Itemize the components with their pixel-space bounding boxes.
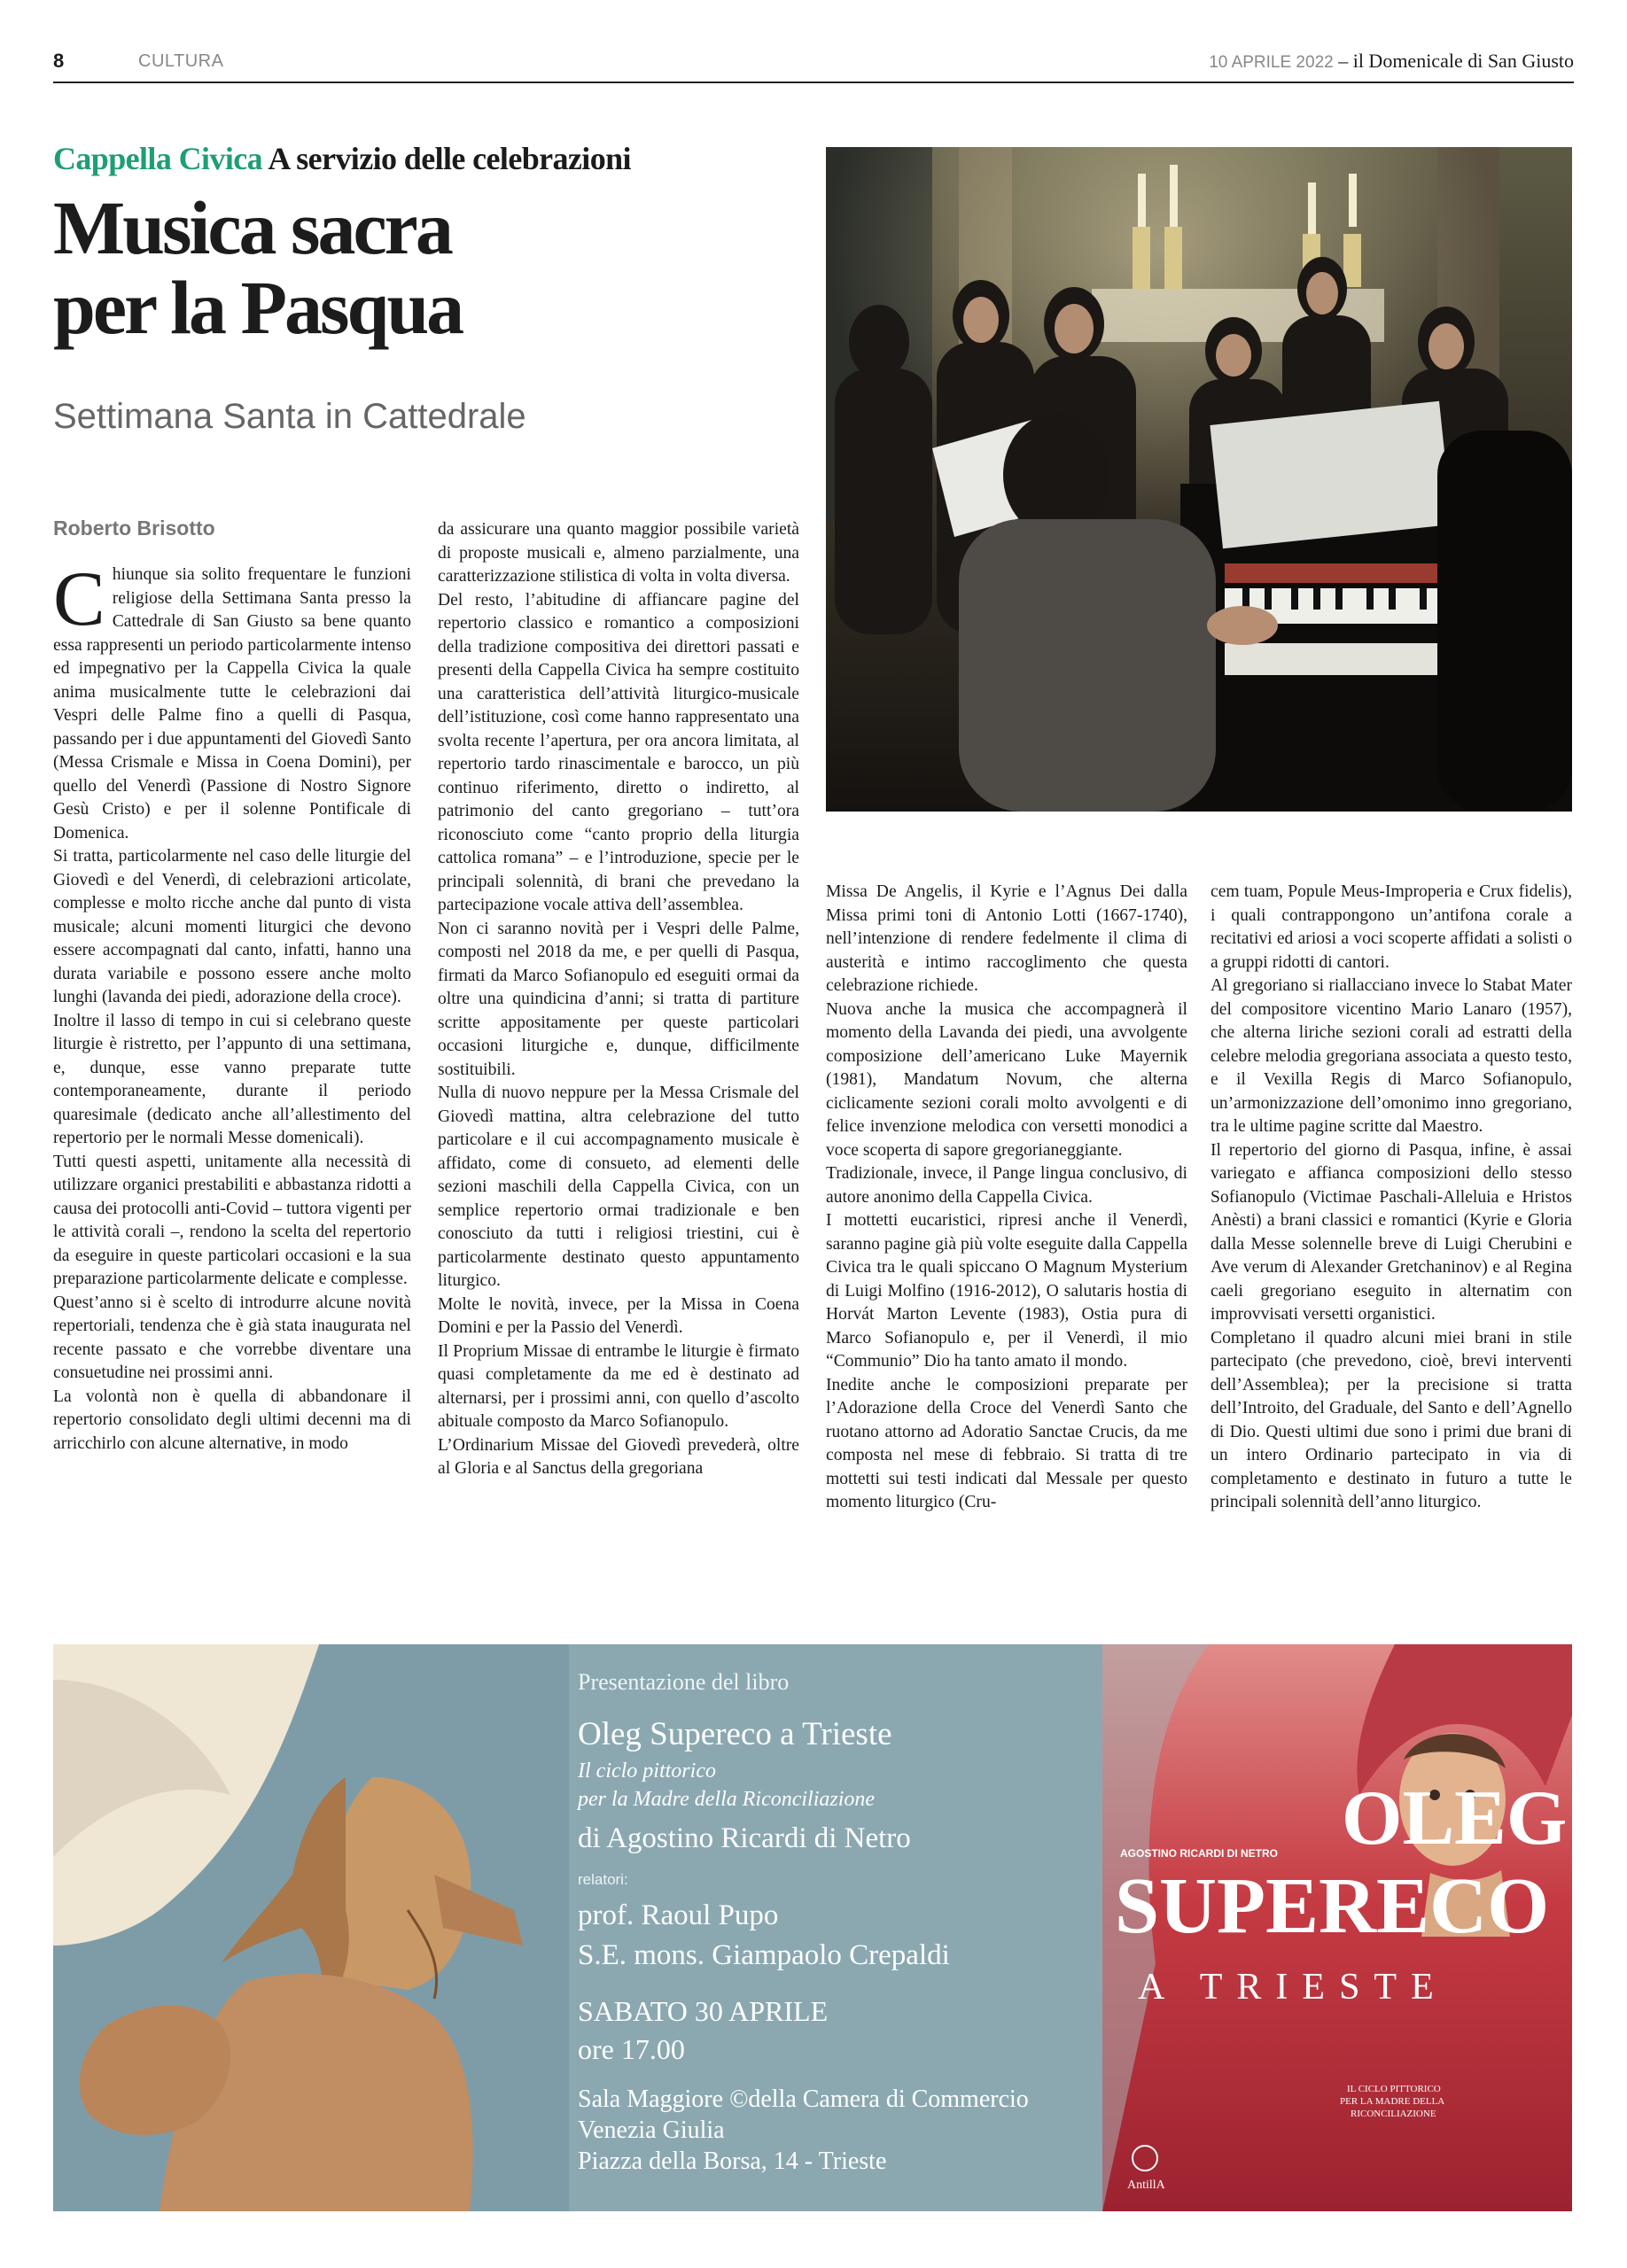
kicker-text: A servizio delle celebrazioni — [262, 141, 631, 176]
cover-title-1: OLEG — [1342, 1775, 1568, 1861]
event-date: SABATO 30 APRILE — [578, 1995, 829, 2027]
cover-sub-1: IL CICLO PITTORICO — [1347, 2084, 1441, 2094]
event-details — [578, 1669, 1163, 2177]
paragraph: Completano il quadro alcuni miei brani in stile partecipato (che prevedono, cioè, brevi interventi dell’Assemblea); per la precisione si tratta dell’Introito, del Graduale, del Santo e dell’Agnello di Dio. Questi ultimi due sono i primi due brani di un intero Ordinario partecipato in via di completamento e destinato in futuro a tutte le principali solennità dell’anno liturgico. — [1211, 1328, 1572, 1511]
paragraph: Si tratta, particolarmente nel caso delle liturgie del Giovedì e del Venerdì, di celebrazioni articolate, complesse e molto ricche anche dal punto di vista musicale; alcuni momenti liturgici che devono essere accompagnati dal canto, infatti, hanno una durata variabile e possono essere anche molto lunghi (lavanda dei piedi, adorazione della croce). — [53, 847, 411, 1006]
speaker-1: prof. Raoul Pupo — [578, 1899, 779, 1931]
page-number: 8 — [53, 50, 65, 72]
book-title: Oleg Supereco a Trieste — [578, 1716, 892, 1752]
article-column-1 — [53, 556, 411, 1456]
book-subtitle-line-2: per la Madre della Riconciliazione — [578, 1788, 876, 1811]
angel-painting — [53, 1644, 569, 2211]
page-header — [53, 46, 1574, 83]
paragraph: Il repertorio del giorno di Pasqua, infine, è assai variegato e affianca composizioni dello stesso Sofianopulo (Victimae Paschali-Alleluia e Hristos Anèsti) a brani classici e romantici (Kyrie e Gloria dalla Messe solennelle breve di Luigi Cherubini e Ave verum di Alexander Gretchaninov) e al Regina caeli gregoriano eseguito in alternatim con improvvisati versetti organistici. — [1211, 1140, 1572, 1324]
cover-author: AGOSTINO RICARDI DI NETRO — [1120, 1847, 1279, 1860]
book-subtitle — [578, 1757, 1163, 1814]
book-cover-image — [1102, 1644, 1572, 2211]
article-column-4 — [1211, 881, 1572, 1515]
paragraph: Del resto, l’abitudine di affiancare pagine del repertorio classico e romantico a composizioni della tradizione compositiva dei direttori passati e presenti della Cappella Civica ha sempre costituito una caratteristica dell’attività liturgico-musicale dell’istituzione, così come hanno rappresentato una svolta recente l’apertura, per ora ancora limitata, al repertorio tardo rinascimentale e barocco, un più continuo riferimento, diretto o indiretto, al patrimonio del canto gregoriano – tutt’ora riconosciuto come “canto proprio della liturgia cattolica romana” – e l’introduzione, specie per le principali solennità, di brani che prevedano la partecipazione vocale attiva dell’assemblea. — [438, 590, 799, 914]
cover-title-3: A TRIESTE — [1138, 1967, 1448, 2008]
article-subtitle: Settimana Santa in Cattedrale — [53, 397, 526, 436]
speakers-label: relatori: — [578, 1871, 628, 1888]
book-subtitle-line-1: Il ciclo pittorico — [578, 1759, 716, 1783]
cover-publisher: AntillA — [1127, 2179, 1165, 2192]
paragraph: da assicurare una quanto maggior possibile varietà di proposte musicali e, almeno parzialmente, una caratterizzazione stilistica di volta in volta diversa. — [438, 520, 799, 586]
paragraph: Tutti questi aspetti, unitamente alla necessità di utilizzare organici prestabiliti e abbastanza ridotti a causa dei protocolli anti-Covid – tuttora vigenti per le attività corali –, rendono la scelta del repertorio da eseguire in queste particolari occasioni e la sua preparazione particolarmente delicate e complesse. — [53, 1152, 411, 1288]
venue-line-2: Venezia Giulia — [578, 2117, 725, 2144]
paragraph: Chiunque sia solito frequentare le funzioni religiose della Settimana Santa presso la Cattedrale di San Giusto sa bene quanto essa rappresenti un periodo particolarmente intenso ed impegnativo per la Cappella Civica la quale anima musicalmente tutte le celebrazioni dai Vespri delle Palme fino a quelli di Pasqua, passando per i due appuntamenti del Giovedì Santo (Messa Crismale e Missa in Coena Domini), per quello del Venerdì (Passione di Nostro Signore Gesù Cristo) e per il solenne Pontificale di Domenica. — [53, 556, 411, 843]
paragraph: Al gregoriano si riallacciano invece lo Stabat Mater del compositore vicentino Mario Lanaro (1957), che alterna liriche sezioni corali ad estratti della celebre melodia gregoriana associata a questo testo, e il Vexilla Regis di Marco Sofianopulo, un’armonizzazione dell’omonimo inno gregoriano, tra le ultime pagine scritte dal Maestro. — [1211, 976, 1572, 1136]
issue-date: 10 APRILE 2022 — [1209, 53, 1334, 72]
paragraph: Nuova anche la musica che accompagnerà il momento della Lavanda dei piedi, una avvolgente composizione dell’americano Luke Mayernik (1981), Mandatum Novum, che alterna ciclicamente sezioni corali molto avvolgenti e di felice invenzione melodica con versetti monodici a voce scoperta di sapore gregorianeggiante. — [826, 999, 1187, 1160]
cover-sub-2: PER LA MADRE DELLA — [1340, 2096, 1445, 2107]
paragraph: I mottetti eucaristici, ripresi anche il Venerdì, saranno pagine già più volte eseguite dalla Cappella Civica tra le quali spiccano O Magnum Mysterium di Luigi Molfino (1916-2012), O salutaris hostia di Horvát Marton Levente (1983), Ostia pura di Marco Sofianopulo e, per il Venerdì, il mio “Communio” Dio ha tanto amato il mondo. — [826, 1211, 1187, 1371]
article-column-3 — [826, 881, 1187, 1515]
choir-photo-image — [826, 147, 1572, 812]
header-separator: – — [1333, 50, 1353, 72]
paragraph: Missa De Angelis, il Kyrie e l’Agnus Dei dalla Missa primi toni di Antonio Lotti (1667-1740), nell’intenzione di rendere fedelmente il clima di austerità e intimo raccoglimento che questa celebrazione richiede. — [826, 882, 1187, 995]
paragraph: Tradizionale, invece, il Pange lingua conclusivo, di autore anonimo della Cappella Civica. — [826, 1164, 1187, 1207]
paragraph: cem tuam, Popule Meus-Improperia e Crux fidelis), i quali contrappongono un’antifona corale a recitativi ed ariosi a voci scoperte affidati a solisti o a gruppi ridotti di cantori. — [1211, 882, 1572, 972]
book-presentation-banner — [53, 1644, 1572, 2211]
article-kicker — [53, 140, 631, 177]
paragraph: Inedite anche le composizioni preparate per l’Adorazione della Croce del Venerdì Santo che ruotano attorno ad Adoratio Sanctae Crucis, da me composta nel mese di febbraio. Si tratta di tre mottetti sui testi indicati dal Messale per questo momento liturgico (Cru- — [826, 1375, 1187, 1511]
event-time: ore 17.00 — [578, 2033, 685, 2065]
choir-photo — [826, 147, 1572, 812]
paragraph: Inoltre il lasso di tempo in cui si celebrano queste liturgie è ristretto, per l’appunto di una settimana, e, dunque, esse vanno preparate tutte contemporaneamente, durante il periodo quaresimale (dedicato anche all’allestimento del repertorio per le normali Messe domenicali). — [53, 1011, 411, 1147]
venue-line-3: Piazza della Borsa, 14 - Trieste — [578, 2148, 887, 2175]
header-right — [1209, 50, 1574, 73]
cover-title-2: SUPERECO — [1115, 1862, 1550, 1950]
venue-line-1: Sala Maggiore ©della Camera di Commercio — [578, 2085, 1029, 2113]
kicker-highlight: Cappella Civica — [53, 141, 263, 176]
paragraph: Molte le novità, invece, per la Missa in Coena Domini e per la Passio del Venerdì. — [438, 1294, 799, 1337]
article-title — [53, 185, 815, 350]
paragraph: La volontà non è quella di abbandonare il repertorio consolidato degli ultimi decenni ma di arricchirlo con alcune alternative, in modo — [53, 1386, 411, 1453]
title-line-2: per la Pasqua — [53, 265, 463, 350]
presentation-intro: Presentazione del libro — [578, 1669, 790, 1695]
byline: Roberto Brisotto — [53, 517, 215, 540]
paragraph: Non ci saranno novità per i Vespri delle Palme, composti nel 2018 da me, e per quelli di Pasqua, firmati da Marco Sofianopulo ed eseguiti ormai da oltre una quindicina d’anni; si tratta di partiture scritte appositamente per queste particolari occasioni liturgiche e, dunque, difficilmente sostituibili. — [438, 919, 799, 1079]
paragraph: L’Ordinarium Missae del Giovedì prevederà, oltre al Gloria e al Sanctus della gregoriana — [438, 1435, 799, 1478]
paragraph: Quest’anno si è scelto di introdurre alcune novità repertoriali, tendenza che è già stata inaugurata nel recente passato e che vorrebbe diventare una consuetudine nei prossimi anni. — [53, 1293, 411, 1382]
publication-name: il Domenicale di San Giusto — [1352, 50, 1574, 72]
book-cover — [1102, 1644, 1572, 2211]
paragraph: Il Proprium Missae di entrambe le liturgie è firmato quasi completamente da me ed è destinato ad alternarsi, per i prossimi anni, con quello d’ascolto abituale composto da Marco Sofianopulo. — [438, 1341, 799, 1431]
title-line-1: Musica sacra — [53, 185, 451, 270]
drop-cap: C — [53, 556, 105, 642]
event-venue — [578, 2084, 1163, 2177]
book-author: di Agostino Ricardi di Netro — [578, 1822, 911, 1854]
section-label: CULTURA — [138, 51, 224, 71]
angel-painting-image — [53, 1644, 569, 2211]
speaker-2: S.E. mons. Giampaolo Crepaldi — [578, 1939, 950, 1971]
article-column-2 — [438, 518, 799, 1481]
cover-sub-3: RICONCILIAZIONE — [1351, 2109, 1436, 2119]
paragraph: Nulla di nuovo neppure per la Messa Crismale del Giovedì mattina, altra celebrazione del tutto particolare e il cui accompagnamento musicale è affidato, come di consueto, ad elementi delle sezioni maschili della Cappella Civica, con un semplice repertorio ormai tradizionale e ben conosciuto da tutti i religiosi triestini, cui è particolarmente destinato questo appuntamento liturgico. — [438, 1084, 799, 1290]
